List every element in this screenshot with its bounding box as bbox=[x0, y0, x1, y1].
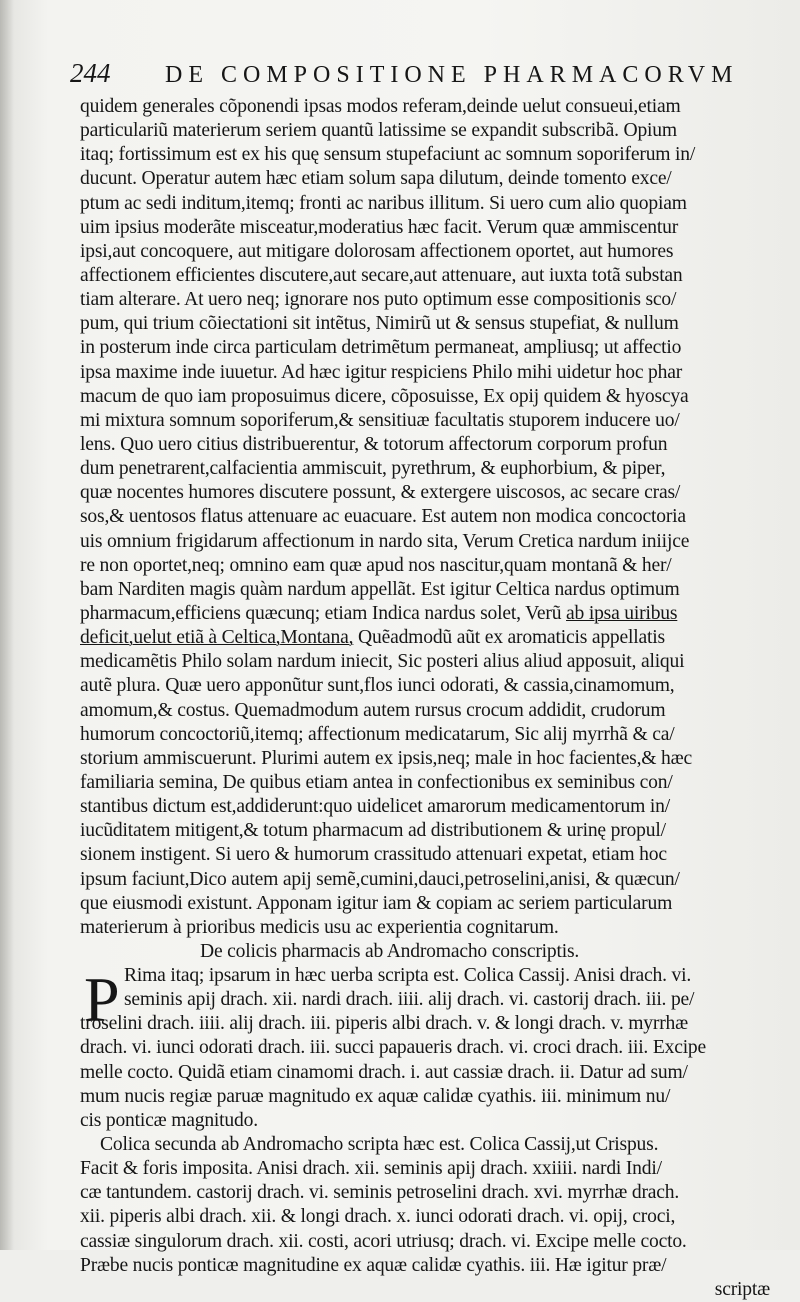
text-line: uim ipsius moderãte misceatur,moderatius hæc facit. Verum quæ ammiscentur bbox=[80, 216, 679, 238]
paragraph-opium bbox=[80, 95, 770, 602]
text-line: ptum ac sedi inditum,itemq; fronti ac naribus illitum. Si uero cum alio quopiam bbox=[80, 192, 687, 214]
text-line: tiam alterare. At uero neq; ignorare nos puto optimum esse compositionis sco/ bbox=[80, 289, 677, 311]
text-line: ducunt. Operatur autem hæc etiam solum sapa dilutum, deinde tomento exce/ bbox=[80, 168, 672, 190]
text-line: dum penetrarent,calfacientia ammiscuit, pyrethrum, & euphorbium, & piper, bbox=[80, 458, 666, 480]
text-line: ipsum faciunt,Dico autem apij semẽ,cumini,dauci,petroselini,anisi, & quæcun/ bbox=[80, 868, 680, 890]
text-line: itaq; fortissimum est ex his quę sensum stupefaciunt ac somnum soporiferum in/ bbox=[80, 144, 696, 166]
text-line-part: pharmacum,efficiens quæcunq; etiam Indica nardus solet, Verũ bbox=[80, 602, 567, 624]
gutter-shadow bbox=[0, 0, 14, 1250]
text-line: lens. Quo uero citius distribuerentur, & totorum affectorum corporum profun bbox=[80, 433, 668, 455]
text-line: quæ nocentes humores discutere possunt, & extergere uiscosos, ac secare cras/ bbox=[80, 482, 681, 504]
text-line: pum, qui trium cõiectationi sit intẽtus, Nimirũ ut & sensus stupefiat, & nullum bbox=[80, 313, 679, 335]
text-line: Facit & foris imposita. Anisi drach. xii. seminis apij drach. xxiiii. nardi Indi/ bbox=[80, 1158, 662, 1180]
text-line: cæ tantundem. castorij drach. vi. seminis petroselini drach. xvi. myrrhæ drach. bbox=[80, 1182, 680, 1204]
text-line: stantibus dictum est,addiderunt:quo uidelicet amarorum medicamentorum in/ bbox=[80, 796, 670, 818]
text-line bbox=[80, 602, 770, 626]
running-head: DE COMPOSITIONE PHARMACORVM bbox=[165, 62, 739, 88]
text-line: ipsi,aut concoquere, aut mitigare dolorosam affectionem oportet, aut humores bbox=[80, 240, 674, 262]
text-line bbox=[80, 626, 770, 650]
text-line: affectionem efficientes discutere,aut secare,aut attenuare, aut iuxta totã substan bbox=[80, 264, 683, 286]
text-line: Colica secunda ab Andromacho scripta hæc est. Colica Cassij,ut Crispus. bbox=[100, 1134, 659, 1156]
text-line: melle cocto. Quidã etiam cinamomi drach. i. aut cassiæ drach. ii. Datur ad sum/ bbox=[80, 1061, 688, 1083]
text-line: in posterum inde circa particulam detrimẽtum permaneat, ampliusq; ut affectio bbox=[80, 337, 682, 359]
section-subheading: De colicis pharmacis ab Andromacho conscriptis. bbox=[200, 940, 580, 962]
text-line: quidem generales cõponendi ipsas modos referam,deinde uelut consueui,etiam bbox=[80, 96, 681, 117]
text-line: uis omnium frigidarum affectionum in nardo sita, Verum Cretica nardum iniĳce bbox=[80, 530, 690, 552]
underlined-phrase: ab ipsa uiribus bbox=[566, 602, 678, 624]
underlined-phrase: Montana, bbox=[280, 627, 354, 649]
text-line: ipsa maxime inde iuuetur. Ad hæc igitur respiciens Philo mihi uidetur hoc phar bbox=[80, 361, 683, 383]
text-line: storium ammiscuerunt. Plurimi autem ex ipsis,neq; male in hoc facientes,& hæc bbox=[80, 747, 693, 769]
text-line: mum nucis regiæ paruæ magnitudo ex aquæ calidæ cyathis. iii. minimum nu/ bbox=[80, 1085, 671, 1107]
paragraph-seeds bbox=[80, 650, 770, 940]
text-line: cis ponticæ magnitudo. bbox=[80, 1109, 258, 1131]
text-line: particulariũ materierum seriem quantũ latissime se expandit subscribã. Opium bbox=[80, 120, 677, 142]
text-line: Rima itaq; ipsarum in hæc uerba scripta est. Colica Cassij. Anisi drach. vi. bbox=[124, 965, 692, 987]
text-line: Præbe nucis ponticæ magnitudine ex aquæ calidæ cyathis. iii. Hæ igitur præ/ bbox=[80, 1254, 667, 1276]
text-line: que eiusmodi existunt. Apponam igitur iam & copiam ac seriem particularum bbox=[80, 892, 673, 914]
catchword: scriptæ bbox=[714, 1278, 770, 1300]
text-line: amomum,& costus. Quemadmodum autem rursus crocum addidit, crudorum bbox=[80, 699, 666, 721]
text-line: seminis apij drach. xii. nardi drach. iiii. alij drach. vi. castorij drach. iii. pe/ bbox=[124, 989, 695, 1011]
text-line: bam Narditen magis quàm nardum appellãt. Est igitur Celtica nardus optimum bbox=[80, 578, 680, 600]
text-line: materierum à prioribus medicis usu ac experientia cognitarum. bbox=[80, 916, 559, 938]
page-header bbox=[70, 58, 760, 88]
text-line: iucũditatem mitigent,& totum pharmacum ad distributionem & urinę propul/ bbox=[80, 820, 666, 842]
text-line: familiaria semina, De quibus etiam antea in confectionibus ex seminibus con/ bbox=[80, 771, 673, 793]
text-line: sionem instigent. Si uero & humorum crassitudo attenuari expetat, etiam hoc bbox=[80, 844, 667, 866]
text-line-part: Quẽadmodũ aũt ex aromaticis appellatis bbox=[353, 627, 665, 649]
text-line: troselini drach. iiii. alij drach. iii. piperis albi drach. v. & longi drach. v. myrrhæ bbox=[80, 1013, 688, 1035]
recipe-first-body bbox=[80, 1012, 770, 1133]
text-line: medicamẽtis Philo solam nardum iniecit, Sic posteri alius aliud apposuit, aliqui bbox=[80, 651, 685, 673]
underlined-phrase: deficit,uelut etiã à Celtica, bbox=[80, 627, 281, 649]
text-line: sos,& uentosos flatus attenuare ac euacuare. Est autem non modica concoctoria bbox=[80, 506, 686, 528]
recipe-second-body bbox=[80, 1157, 770, 1278]
text-line: xii. piperis albi drach. xii. & longi drach. x. iunci odorati drach. vi. opij, croci, bbox=[80, 1206, 676, 1228]
text-line: mi mixtura somnum soporiferum,& sensitiuæ facultatis stuporem inducere uo/ bbox=[80, 409, 680, 431]
text-line: macum de quo iam proposuimus dicere, cõposuisse, Ex opij quidem & hyoscya bbox=[80, 385, 689, 407]
page-number: 244 bbox=[70, 58, 111, 88]
text-line: drach. vi. iunci odorati drach. iii. succi papaueris drach. vi. croci drach. iii. Excipe bbox=[80, 1037, 707, 1059]
main-text bbox=[80, 95, 770, 1302]
drop-cap-initial: P bbox=[84, 964, 120, 1036]
text-line: autẽ plura. Quæ uero apponũtur sunt,flos iunci odorati, & cassia,cinamomum, bbox=[80, 675, 675, 697]
text-line: cassiæ singulorum drach. xii. costi, acori utriusq; drach. vi. Excipe melle cocto. bbox=[80, 1230, 687, 1252]
text-line: re non oportet,neq; omnino eam quæ apud nos nascitur,quam montanã & her/ bbox=[80, 554, 672, 576]
recipe-first bbox=[80, 964, 770, 1133]
text-line: humorum concoctoriũ,itemq; affectionum medicatarum, Sic alij myrrhã & ca/ bbox=[80, 723, 675, 745]
